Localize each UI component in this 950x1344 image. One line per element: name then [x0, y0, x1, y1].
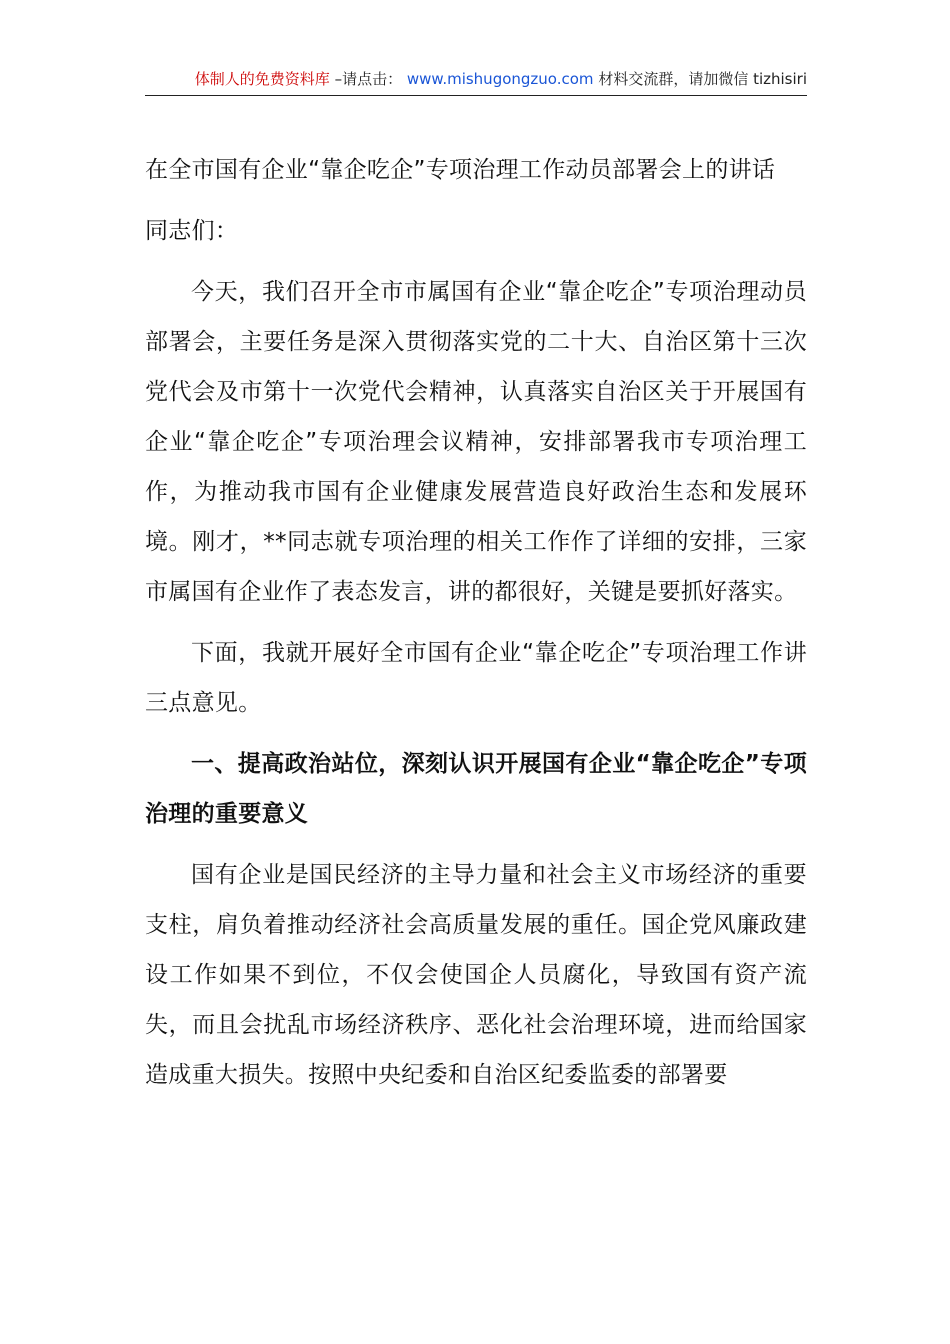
salutation: 同志们： [145, 218, 239, 244]
paragraph-intro: 今天，我们召开全市市属国有企业“靠企吃企”专项治理动员部署会，主要任务是深入贯彻落实党的二十大、自治区第十三次党代会及市第十一次党代会精神，认真落实自治区关于开展国有企业“靠企吃企”专项治理会议精神，安排部署我市专项治理工作，为推动我市国有企业健康发展营造良好政治生态和发展环境。刚才，**同志就专项治理的相关工作作了详细的安排，三家市属国有企业作了表态发言，讲的都很好，关键是要抓好落实。 [145, 279, 807, 605]
header-url-link[interactable]: www.mishugongzuo.com [406, 70, 594, 88]
header-contact: 材料交流群，请加微信 tizhisiri [598, 70, 807, 88]
page-header [145, 68, 807, 96]
header-prompt: –请点击： [334, 70, 403, 88]
document-title: 在全市国有企业“靠企吃企”专项治理工作动员部署会上的讲话 [145, 157, 776, 183]
section-heading-1: 一、提高政治站位，深刻认识开展国有企业“靠企吃企”专项治理的重要意义 [145, 751, 807, 827]
section-1-paragraph: 国有企业是国民经济的主导力量和社会主义市场经济的重要支柱，肩负着推动经济社会高质量发展的重任。国企党风廉政建设工作如果不到位，不仅会使国企人员腐化，导致国有资产流失，而且会扰乱市场经济秩序、恶化社会治理环境，进而给国家造成重大损失。按照中央纪委和自治区纪委监委的部署要 [145, 862, 807, 1088]
paragraph-outline: 下面，我就开展好全市国有企业“靠企吃企”专项治理工作讲三点意见。 [145, 640, 807, 716]
document-body [145, 145, 807, 1111]
header-brand: 体制人的免费资料库 [194, 70, 330, 88]
